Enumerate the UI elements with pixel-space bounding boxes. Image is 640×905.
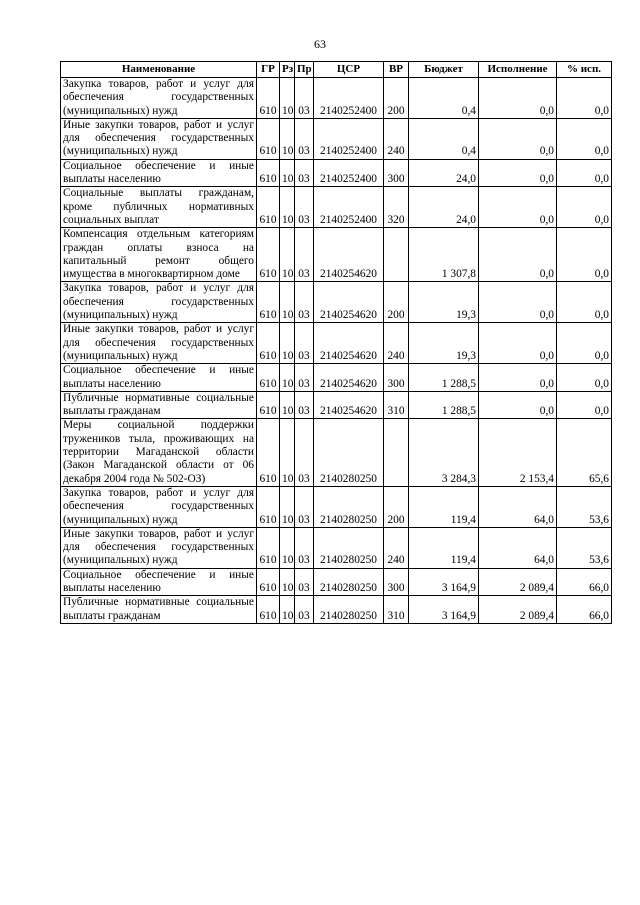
row-execution: 0,0 (479, 282, 557, 323)
row-rz: 10 (280, 323, 295, 364)
row-csr: 2140254620 (314, 282, 384, 323)
row-execution: 0,0 (479, 391, 557, 419)
row-execution: 0,0 (479, 323, 557, 364)
row-rz: 10 (280, 282, 295, 323)
table-row (61, 282, 612, 323)
row-name: Публичные нормативные социальные выплаты гражданам (61, 391, 257, 419)
row-csr: 2140254620 (314, 323, 384, 364)
row-vr: 300 (384, 568, 409, 596)
row-budget: 3 284,3 (409, 419, 479, 486)
row-pr: 03 (295, 391, 314, 419)
table-body (61, 78, 612, 624)
row-pr: 03 (295, 419, 314, 486)
row-gr: 610 (257, 527, 280, 568)
row-gr: 610 (257, 568, 280, 596)
row-gr: 610 (257, 419, 280, 486)
header-csr: ЦСР (314, 62, 384, 78)
row-name: Социальное обеспечение и иные выплаты населению (61, 568, 257, 596)
table-row (61, 228, 612, 282)
row-csr: 2140254620 (314, 391, 384, 419)
page-number: 63 (314, 37, 326, 51)
row-rz: 10 (280, 527, 295, 568)
row-csr: 2140280250 (314, 486, 384, 527)
row-name: Закупка товаров, работ и услуг для обеспечения государственных (муниципальных) нужд (61, 486, 257, 527)
row-gr: 610 (257, 159, 280, 187)
row-execution: 64,0 (479, 527, 557, 568)
row-gr: 610 (257, 282, 280, 323)
row-budget: 0,4 (409, 78, 479, 119)
table-row (61, 118, 612, 159)
header-pr: Пр (295, 62, 314, 78)
row-pr: 03 (295, 159, 314, 187)
row-pr: 03 (295, 568, 314, 596)
row-gr: 610 (257, 596, 280, 624)
header-name: Наименование (61, 62, 257, 78)
row-budget: 19,3 (409, 323, 479, 364)
row-gr: 610 (257, 391, 280, 419)
table-row (61, 527, 612, 568)
table-row (61, 364, 612, 392)
row-percent: 65,6 (557, 419, 612, 486)
table-row (61, 78, 612, 119)
row-rz: 10 (280, 486, 295, 527)
row-percent: 53,6 (557, 486, 612, 527)
row-execution: 0,0 (479, 187, 557, 228)
row-budget: 1 288,5 (409, 364, 479, 392)
row-pr: 03 (295, 187, 314, 228)
row-pr: 03 (295, 486, 314, 527)
row-rz: 10 (280, 419, 295, 486)
row-budget: 3 164,9 (409, 596, 479, 624)
row-pr: 03 (295, 118, 314, 159)
row-vr: 200 (384, 282, 409, 323)
header-budget: Бюджет (409, 62, 479, 78)
row-rz: 10 (280, 568, 295, 596)
row-execution: 0,0 (479, 159, 557, 187)
row-budget: 24,0 (409, 187, 479, 228)
row-vr: 300 (384, 364, 409, 392)
row-execution: 2 089,4 (479, 568, 557, 596)
header-percent: % исп. (557, 62, 612, 78)
row-rz: 10 (280, 78, 295, 119)
row-pr: 03 (295, 364, 314, 392)
header-vr: ВР (384, 62, 409, 78)
row-vr: 240 (384, 527, 409, 568)
row-vr: 320 (384, 187, 409, 228)
table-header-row (61, 62, 612, 78)
row-percent: 0,0 (557, 78, 612, 119)
row-name: Социальное обеспечение и иные выплаты населению (61, 159, 257, 187)
row-rz: 10 (280, 187, 295, 228)
row-budget: 19,3 (409, 282, 479, 323)
table-row (61, 419, 612, 486)
row-percent: 0,0 (557, 118, 612, 159)
row-rz: 10 (280, 596, 295, 624)
row-percent: 0,0 (557, 282, 612, 323)
row-csr: 2140280250 (314, 596, 384, 624)
row-execution: 2 153,4 (479, 419, 557, 486)
row-vr: 240 (384, 323, 409, 364)
row-pr: 03 (295, 323, 314, 364)
row-pr: 03 (295, 527, 314, 568)
row-pr: 03 (295, 282, 314, 323)
row-rz: 10 (280, 364, 295, 392)
row-rz: 10 (280, 118, 295, 159)
header-execution: Исполнение (479, 62, 557, 78)
table-row (61, 391, 612, 419)
row-name: Меры социальной поддержки тружеников тыла, проживающих на территории Магаданской области (Закон Магаданской области от 06 декабря 2004 года № 502-ОЗ) (61, 419, 257, 486)
row-csr: 2140280250 (314, 527, 384, 568)
row-gr: 610 (257, 364, 280, 392)
row-budget: 119,4 (409, 527, 479, 568)
row-execution: 64,0 (479, 486, 557, 527)
row-budget: 119,4 (409, 486, 479, 527)
row-execution: 0,0 (479, 78, 557, 119)
row-gr: 610 (257, 228, 280, 282)
row-budget: 3 164,9 (409, 568, 479, 596)
row-percent: 66,0 (557, 596, 612, 624)
row-name: Публичные нормативные социальные выплаты гражданам (61, 596, 257, 624)
row-budget: 24,0 (409, 159, 479, 187)
row-percent: 0,0 (557, 228, 612, 282)
row-csr: 2140280250 (314, 568, 384, 596)
table-row (61, 323, 612, 364)
row-vr (384, 419, 409, 486)
row-gr: 610 (257, 187, 280, 228)
row-vr: 300 (384, 159, 409, 187)
row-gr: 610 (257, 78, 280, 119)
row-percent: 0,0 (557, 391, 612, 419)
row-csr: 2140254620 (314, 228, 384, 282)
row-csr: 2140252400 (314, 159, 384, 187)
row-name: Компенсация отдельным категориям граждан оплаты взноса на капитальный ремонт общего имущества в многоквартирном доме (61, 228, 257, 282)
row-execution: 2 089,4 (479, 596, 557, 624)
table-row (61, 159, 612, 187)
row-vr: 240 (384, 118, 409, 159)
table-row (61, 568, 612, 596)
row-csr: 2140280250 (314, 419, 384, 486)
row-csr: 2140252400 (314, 118, 384, 159)
row-execution: 0,0 (479, 118, 557, 159)
row-name: Социальные выплаты гражданам, кроме публичных нормативных социальных выплат (61, 187, 257, 228)
row-gr: 610 (257, 118, 280, 159)
row-vr: 200 (384, 78, 409, 119)
row-name: Закупка товаров, работ и услуг для обеспечения государственных (муниципальных) нужд (61, 78, 257, 119)
table-row (61, 596, 612, 624)
row-execution: 0,0 (479, 228, 557, 282)
row-rz: 10 (280, 391, 295, 419)
row-csr: 2140254620 (314, 364, 384, 392)
row-pr: 03 (295, 78, 314, 119)
row-gr: 610 (257, 486, 280, 527)
row-pr: 03 (295, 596, 314, 624)
table-row (61, 486, 612, 527)
row-pr: 03 (295, 228, 314, 282)
row-percent: 53,6 (557, 527, 612, 568)
row-name: Закупка товаров, работ и услуг для обеспечения государственных (муниципальных) нужд (61, 282, 257, 323)
row-name: Иные закупки товаров, работ и услуг для обеспечения государственных (муниципальных) нужд (61, 323, 257, 364)
budget-table (60, 61, 612, 624)
row-name: Иные закупки товаров, работ и услуг для обеспечения государственных (муниципальных) нужд (61, 118, 257, 159)
row-rz: 10 (280, 159, 295, 187)
row-budget: 0,4 (409, 118, 479, 159)
row-execution: 0,0 (479, 364, 557, 392)
row-vr: 200 (384, 486, 409, 527)
row-budget: 1 288,5 (409, 391, 479, 419)
row-csr: 2140252400 (314, 78, 384, 119)
row-percent: 0,0 (557, 364, 612, 392)
row-csr: 2140252400 (314, 187, 384, 228)
row-gr: 610 (257, 323, 280, 364)
row-percent: 66,0 (557, 568, 612, 596)
row-vr: 310 (384, 391, 409, 419)
row-percent: 0,0 (557, 323, 612, 364)
header-rz: Рз (280, 62, 295, 78)
row-vr (384, 228, 409, 282)
row-name: Социальное обеспечение и иные выплаты населению (61, 364, 257, 392)
table-row (61, 187, 612, 228)
row-percent: 0,0 (557, 187, 612, 228)
header-gr: ГР (257, 62, 280, 78)
row-budget: 1 307,8 (409, 228, 479, 282)
row-rz: 10 (280, 228, 295, 282)
row-name: Иные закупки товаров, работ и услуг для обеспечения государственных (муниципальных) нужд (61, 527, 257, 568)
row-percent: 0,0 (557, 159, 612, 187)
row-vr: 310 (384, 596, 409, 624)
